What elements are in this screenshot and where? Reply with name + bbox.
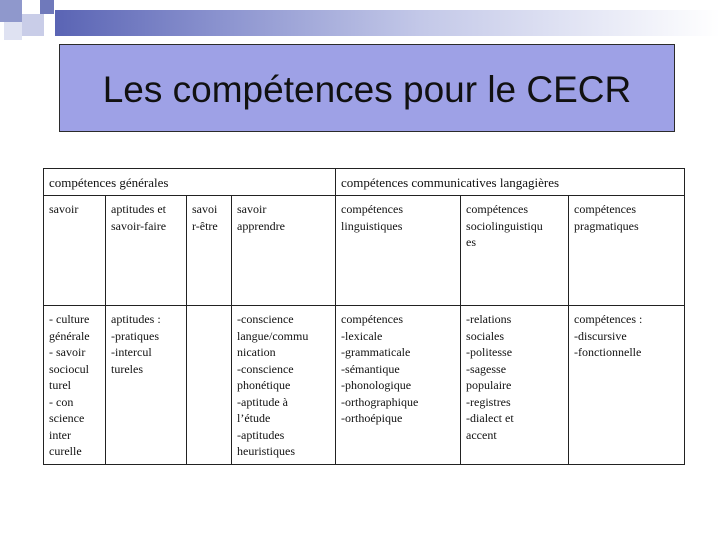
cell-line: -intercul (111, 345, 152, 359)
cell-line: r-être (192, 218, 218, 233)
table-cell (187, 306, 232, 465)
cell-line: l’étude (237, 411, 271, 425)
competences-table (43, 168, 685, 465)
table-row (44, 306, 685, 465)
cell-line: -orthoépique (341, 411, 403, 425)
cell-line: - con (49, 394, 74, 409)
cell-line: -grammaticale (341, 345, 411, 359)
table-cell (569, 306, 685, 465)
cell-line: compétences (341, 312, 403, 326)
cell-line: -conscience (237, 361, 294, 376)
table-cell (106, 306, 187, 465)
cell-line: curelle (49, 444, 82, 458)
cell-line: populaire (466, 378, 512, 392)
cell-line: tureles (111, 361, 143, 376)
cell-line: -conscience (237, 312, 294, 326)
cell-line: linguistiques (341, 218, 403, 233)
cell-line: -fonctionnelle (574, 345, 642, 359)
cell-line: phonétique (237, 378, 291, 392)
cell-line: -politesse (466, 345, 513, 359)
table-cell (44, 196, 106, 306)
cell-line: science (49, 411, 85, 425)
cell-line: compétences (466, 202, 528, 216)
title-box (59, 44, 675, 132)
cell-line: - culture (49, 312, 90, 326)
table-cell (44, 306, 106, 465)
table-cell (232, 306, 336, 465)
cell-line: compétences : (574, 312, 643, 326)
cell-line: compétences (574, 202, 636, 216)
table-cell (336, 196, 461, 306)
cell-line: -sagesse (466, 361, 507, 376)
cell-line: générale (49, 328, 90, 343)
table-row (44, 196, 685, 306)
cell-line: aptitudes : (111, 312, 161, 326)
cell-line: accent (466, 427, 497, 442)
cell-line: heuristiques (237, 444, 295, 458)
cell-line: pragmatiques (574, 218, 639, 233)
cell-line: compétences (341, 202, 403, 216)
decor-square (4, 22, 22, 40)
cell-line: -pratiques (111, 328, 159, 343)
table-cell (569, 196, 685, 306)
cell-line: savoi (192, 202, 218, 216)
cell-line: sociocul (49, 361, 89, 376)
decor-square (40, 0, 54, 14)
table-cell (187, 196, 232, 306)
table-cell (106, 196, 187, 306)
table-cell (461, 196, 569, 306)
cell-line: savoir (237, 202, 267, 216)
table-cell (336, 306, 461, 465)
cell-line: langue/commu (237, 328, 309, 343)
table-cell (461, 306, 569, 465)
cell-line: sociolinguistiqu (466, 218, 543, 233)
table-cell (232, 196, 336, 306)
cell-line: -relations (466, 312, 512, 326)
cell-line: aptitudes et (111, 202, 166, 216)
cell-line: -sémantique (341, 361, 400, 376)
cell-line: nication (237, 345, 276, 359)
cell-line: -orthographique (341, 394, 419, 409)
decor-square (0, 0, 22, 22)
cell-line: apprendre (237, 218, 285, 233)
cell-line: savoir (49, 202, 79, 216)
header-cell-general: compétences générales (44, 169, 336, 196)
cell-line: -aptitudes (237, 427, 285, 442)
cell-line: -aptitude à (237, 394, 288, 409)
cell-line: - savoir (49, 345, 86, 359)
cell-line: inter (49, 427, 71, 442)
cell-line: -phonologique (341, 378, 412, 392)
header-gradient-strip (55, 10, 720, 36)
cell-line: sociales (466, 328, 505, 343)
cell-line: -discursive (574, 328, 627, 343)
page-title: Les compétences pour le CECR (102, 69, 632, 110)
cell-line: savoir-faire (111, 218, 167, 233)
cell-line: -dialect et (466, 411, 514, 425)
cell-line: es (466, 235, 477, 249)
cell-line: -lexicale (341, 328, 383, 343)
table-header-row (44, 169, 685, 196)
decor-square (22, 14, 44, 36)
cell-line: turel (49, 378, 71, 392)
cell-line: -registres (466, 394, 511, 409)
header-cell-communicative: compétences communicatives langagières (336, 169, 685, 196)
